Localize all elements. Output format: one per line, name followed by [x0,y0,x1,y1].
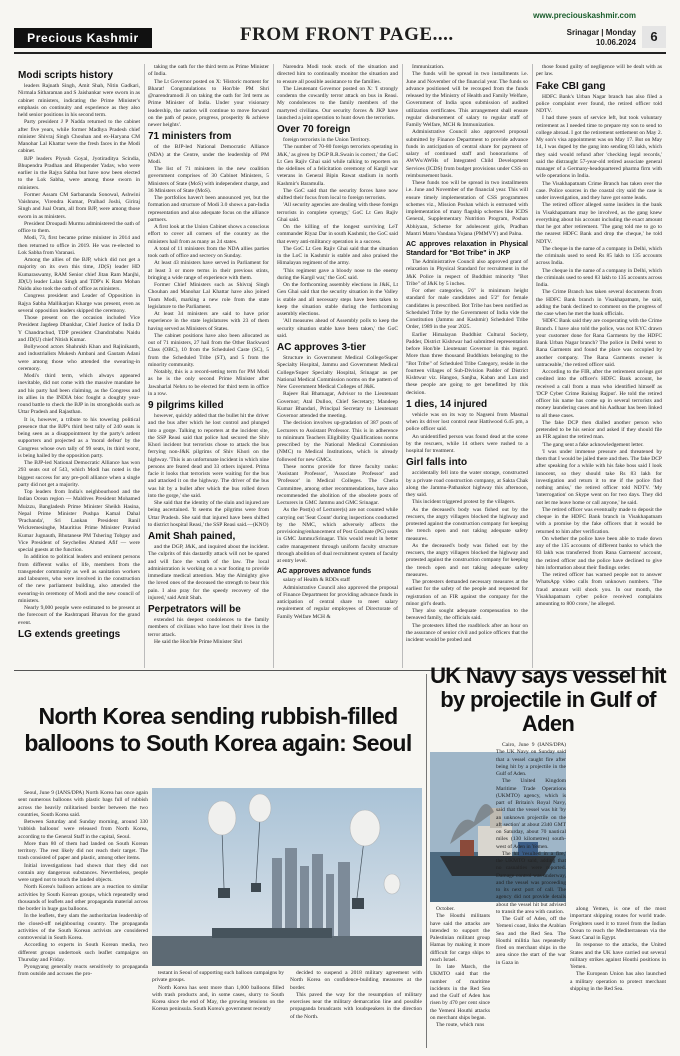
article-body-para: Between Saturday and Sunday morning, around 330 'rubbish balloons' were released from North Korea, according to the General Staff in the capital, Seoul. [18,819,148,840]
article-body-para: The retired officer has warned people not to answer WhatsApp video calls from unknown numbers. 'The fraud amount will shock you. In our month, the Visakhapatnam cyber police received complaints amounting to 800 crore,' he alleged. [536,572,662,607]
article-body-para: The cabinet positions have also been allocated as out of 71 ministers, 27 hail from the Other Backward Class (OBC), 10 from the Scheduled Caste (SC), 5 from the Scheduled Tribe (ST), and 5 from the minority community. [148,332,269,368]
article-body-para: It is, however, a tribute to his towering political presence that the BJP's third best tally of 240 seats is being seen as a disappointment by the party's ardent supporters and projected as a 'moral defeat' by the Congress whose own tally of 99 seats, its third worst, is being hailed by the opposition party. [18,416,140,459]
uk-body-col-3 [570,906,666,1048]
section-title: FROM FRONT PAGE.... [240,24,454,45]
article-body [430,906,490,1029]
article-body-para: foreign terrorists in the Union Territory. [283,137,371,143]
article-body-para: HDFC Bank's Urban Nagar branch has also filed a police complaint ever found, the retired officer told NDTV. [536,93,662,114]
article-body-para: The Lieutenant Governor posted on X: 'I strongly condemn the cowardly terror attack on bus in Reasi. My condolences to the family members of the martyred civilians. Our security forces & JKP have launched a joint operation to hunt down the terrorists. [277,85,398,121]
article-heading: 71 ministers from [148,131,232,143]
article-body-para: Former Chief Ministers such as Shivraj Singh Chouhan and Manohar Lal Khattar have also joined Team Modi, marking a new role from the state legislature to the Parliament. [148,282,269,310]
article-body-para: At least 34 ministers are said to have prior experience in the state legislatures with 23 of them having served as Ministers of States. [148,311,269,332]
article-body-para: Former Assam CM Sarbananda Sonowal, Ashwini Vaishnaw, Virendra Kumar, Pralhad Joshi, Giriraj Singh and Jual Oram, all from BJP, were among those sworn in as ministers. [18,191,140,220]
article-body-para: BJP leaders Piyush Goyal, Jyotiraditya Scindia, Bhupendra Pradhan and Bhupender Yadav, who were earlier in the Rajya Sabha but have now been elected to the Lok Sabha, were among those sworn in ministers. [18,155,140,191]
masthead-logo: Precious Kashmir [14,28,152,48]
article-body-para: 'The number of 70-80 foreign terrorists operating in J&K,' as given by DGP R.R.Swain is correct,' the GoC Lt Gen Rajiv Ghai said while talking to reporters on the sidelines of a felicitation ceremony of Kargil war veterans in General Bipin Rawat stadium in north Kashmir's Baramulla. [277,144,398,187]
article-body [570,906,666,993]
article-column-3 [277,64,398,668]
article-body [536,64,662,79]
article-body [148,544,269,602]
article-body-para: The European Union has also launched a military operation to protect merchant shipping in the Red Sea. [570,971,666,992]
website-link[interactable]: www.preciouskashmir.com [533,11,636,20]
article-body-para: The hit 'resulted in a fire,' the UKMTO said, adding that no casualties were reported. Damage control was underway, and the vessel was proceeding to its next port of call. The agency did not provide details about the vessel hit but advised to transit the area with caution. [496,850,566,915]
uk-body-col-1 [496,742,566,1046]
article-heading: 1 dies, 14 injured [406,398,488,410]
article-heading: AC approves 3-tier [277,342,366,353]
article-body-para: Structure in Government Medical College/Super Specialty Hospital, Jammu and Government Medical College/Super Specialty Hospital, Srinagar as per National Medical Commission norms on the pattern of New Government Medical Colleges of J&K. [277,355,398,390]
article-body-para: The Crime Branch has taken several documents from the HDFC Bank branch in Visakhapatnam, he said, adding the bank declined to comment on the progress of the case when he met the bank officials. [536,289,662,317]
article-body-para: North Korea's balloon actions are a reaction to similar activities by South Korean groups, which repeatedly send thousands of leaflets and other propaganda material across the border in huge gas balloons. [18,884,148,912]
article-body-para: She said that the identity of the slain and injured are being ascertained. 'It seems the pilgrims were from Uttar Pradesh. She said that injured have been shifted to district hospital Reasi,' the SSP Reasi said.—(KNO) [148,500,269,528]
article-body-para: A total of 11 ministers from the NDA allies parties took oath of office and secrecy on Sunday. [148,245,269,259]
article-heading: Fake CBI gang [536,80,606,92]
article-body-para: Immunization. [412,64,445,70]
article-body-para: I had three years of service left, but took voluntary retirement as I needed time to prepare my son to send to college abroad. I got the retirement settlement on May 2. My son's visa appointment was on May 17. But on May 14, I was duped by the gang into sending 83 lakh, which they said would refund after 'checking legal records,' said the distraught 57-year-old retired associate general manager of a Germany-headquartered pharma firm with wife operations in India. [536,115,662,180]
article-body-para: extended his deepest condolences to the family members of civilians who have lost their lives in the terror attack. [148,617,269,638]
column-divider [532,64,533,668]
article-body-para: 'I was under immense pressure and threatened by them that I would be jailed there and then. The fake DCP after speaking for a while with his fake boss said I look innocent, so they should take Rs 83 lakh for investigation and return it to me if the police find nothing amiss,' the retired officer told NDTV. 'My 'interrogation' on Skype went on for two days. They did not let me leave home or call anyone,' he said. [536,448,662,506]
article-body-para: and the DGP, J&K, and inquired about the incident. The culprits of this dastardly attack will not be spared and will face the wrath of the law. The local administration is working on a war footing to provide immediate medical attention. May the Almighty give the loved ones of the deceased the strength to bear this pain. I also pray for the speedy recovery of the injured,' said Amit Shah. [148,544,269,601]
article-body-para: testant in Seoul of supporting such balloon campaigns by private groups. [152,970,284,984]
column-divider [402,64,403,668]
article-body-para: The decision involves up-gradation of 387 posts of Lecturers to Assistant Professor. This is in adherence to minimum Teachers Eligibility Qualifications norms prescribed by the National Medical Commission (NMC) to Medical Institutions, which is already followed for new GMCs. [277,420,398,463]
article-body-para: Rajeev Rai Bhatnagar, Advisor to the Lieutenant Governor; Atal Dulloo, Chief Secretary; Mandeep Kumar Bhandari, Principal Secretary to Lieutenant Governor attended the meeting. [277,391,398,419]
article-body-para: The Administrative Council also approved grant of relaxation in Physical Standard for recruitment in the J&K Police in respect of Buddhist minority "Bot Tribe" of J&K by 5 inches. [406,259,528,287]
uk-headline: UK Navy says vessel hit by projectile in Gulf of Aden [430,663,666,736]
article-heading: 9 pilgrims killed [148,400,224,411]
article-body-para: 'HDFC Bank said they are cooperating with the Crime Branch. I have also told the police, was not KYC drawn your customer done for Rana Garments by the HDFC Bank Urban Nagar branch? The police in Delhi went to Rana Garments and found the place was occupied by another company. The Rana Garments owner is untraceable,' the retired officer said. [536,318,662,368]
article-body [277,64,398,122]
article-body-para: along Yemen, is one of the most important shipping routes for world trade. Freighters used it to travel from the Indian Ocean to reach the Mediterranean via the Suez Canal in Egypt. [570,906,666,941]
article-body-para: The protesters demanded necessary measures at the earliest for the safety of the people and requested for registration of an FIR against the company for the minor girl's death. [406,579,528,607]
article-body-para: A first look at the Union Cabinet shows a conscious effort to cover all corners of the country as the ministers hail from as many as 24 states. [148,224,269,245]
article-body-para: Notably, this is a record-setting term for PM Modi as he is the only second Prime Minister after Jawaharlal Nehru to be elected for third term in office in a row. [148,369,269,397]
article-body-para: Narendra Modi took stock of the situation and directed him to continually monitor the situation and to ensure all possible assistance to the families. [277,64,398,85]
article-body [277,355,398,565]
article-body-para: He said the Hon'ble Prime Minister Shri [154,638,243,645]
article-heading: Girl falls into [406,457,468,469]
article-body-para: In the leaflets, they slam the authoritarian leadership of the closed-off neighbouring country. The propaganda activities of the South Korean activists are considered controversial in South Korea. [18,913,148,941]
article-heading: AC approves advance funds [277,568,372,576]
article-body [406,470,528,644]
article-body-para: The fake DCP then dialled another person who pretended to be his senior and asked if they should file an FIR against the retired man. [536,419,662,441]
article-body [406,64,528,238]
article-body-para: The route, which runs [436,1022,485,1028]
article-body-para: An unidentified person was found dead at the scene by the rescuers, while 14 others were rushed to a hospital for treatment. [406,433,528,454]
article-body [148,413,269,529]
nk-body-col-3 [290,970,422,1048]
city-day: Srinagar | Monday [566,28,636,37]
article-body [406,412,528,456]
article-body-para: According to the FIR, after the retirement savings got credited into the officer's HDFC Bank account, he received a call from a man who identified himself as 'DCP Cyber Crime Raising Rajput'. He told the retired officer his name has come up in several terrorists and money laundering cases and his Aadhaar has been linked to all these cases. [536,369,662,419]
article-body-para: The GoC said that the security forces have now shifted their focus from local to foreign terrorists. [277,187,398,201]
article-body-para: The cheque in the name of a company in Delhi, which the criminals used to send Rs 85 lakh to 135 accounts across India. [536,245,662,267]
article-body-para: The Houthi militants have said the attacks are intended to support the Palestinian militant group Hamas by making it more difficult for cargo ships to reach Israel. [430,913,490,963]
article-body-para: As the deceased's body was fished out by the rescuers, the angry villagers blocked the highway and protested against the construction company for keeping the trench open and not taking adequate safety measures. [406,506,528,542]
article-body-para: Nearly 9,000 people were estimated to be present at the forecourt of the Rashtrapati Bhavan for the grand event. [18,605,140,626]
nk-headline: North Korea sending rubbish-filled balloons to South Korea again: Seoul [24,703,412,756]
article-body-para: Modi's third term, which always appeared inevitable, did not come with the massive mandate he and his party had been claiming, as the Congress and its allies in the INDIA bloc fought a doughty year-round battle to check the BJP in its strongholds such as Uttar Pradesh and Rajasthan. [18,373,140,416]
article-body [152,970,284,1014]
article-body-para: This paved the way for the resumption of military exercises near the military demarcation line and possible propaganda broadcasts with loudspeakers in the direction of the North. [290,991,422,1020]
article-column-2 [148,64,269,668]
article-body-para: According to experts in South Korean media, two different groups undertook such leaflet campaigns on Thursday and Friday. [18,942,148,963]
article-body-para: The GoC Lt Gen Rajiv Ghai said that the situation in the LoC in Kashmir is stable and also praised the Himalayan regiment of the army. [277,245,398,267]
article-heading: Over 70 foreign [277,124,351,135]
article-heading: Modi scripts history [18,70,114,81]
article-body-para: of the BJP-led National Democratic Alliance (NDA) at the Centre, under the leadership of PM Modi. [148,144,269,165]
article-body-para: 'The gang sent a fake acknowledgement letter. [542,441,644,448]
article-body-para: In response to the attacks, the United States and the UK have carried out several military strikes against Houthi positions in Yemen. [570,942,666,970]
article-body-para: Administrative Council also approved proposal submitted by Finance Department to provide advance funds in anticipation of central share for payment of salary of continued staff and honorariums of AWWs/AWHs of Integrated Child Development Services (ICDS) from budget provisions under CSS on reimbursement basis. [406,129,528,179]
article-body-para: The United Kingdom Maritime Trade Operations (UKMTO) agency, which is part of Britain's Royal Navy, said that the vessel was hit 'by an unknown projectile on the aft section' at about 2340 GMT on Saturday, about 70 nautical miles (130 kilometres) south-west of Aden in Yemen. [496,778,566,850]
article-body-para: For other categories, 5'6" is minimum height standard for male candidates and 5'2" for female candidates is prescribed. Bot Tribe has been notified as Scheduled Tribe by the Government of India vide the Constitution (Jammu and Kashmir) Scheduled Tribe Order, 1989 in the year 2025. [406,288,528,331]
article-body-para: Cairo, June 9 (IANS/DPA) The UK Navy on Sunday said that a vessel caught fire after being hit by a projectile in the Gulf of Aden. [496,742,566,777]
article-body-para: those found guilty of negligence will be dealt with as per law. [536,64,662,78]
article-body [406,259,528,397]
article-body-para: leaders Rajnath Singh, Amit Shah, Nitin Gadkari, Nirmala Sitharaman and S Jaishankar were sworn in as cabinet ministers, indicating the Prime Minister's emphasis on continuity and experience as they also held senior positions in his second term. [18,83,140,118]
article-body-para: Modi, 73, first became prime minister in 2014 and then returned to office in 2019. He was re-elected to Lok Sabha from Varanasi. [18,235,140,256]
article-body-para: Earlier Himalayan Buddhist Cultural Society, Padder, District Kishtwar had submitted representation before Hon'ble Lieutenant Governor in this regard. More than three thousand Buddhists belonging to the "Bot Tribe" of Scheduled Tribe Category, reside in the fourteen villages of Sub-Division Padder of District Kishtwar viz. Hangoo, Sanjha, Kaban and Lun and these people are going to get benefitted by this decision. [406,331,528,396]
article-body-para: taking the oath for the third term as Prime Minister of India. [148,64,269,78]
article-body [18,790,148,979]
article-body [18,83,140,627]
article-body-para: In late March, the UKMTO said that the number of maritime incidents in the Red Sea and the Gulf of Aden has risen by 470 per cent since the Yemeni Houthi attacks on merchant ships began. [430,964,490,1021]
article-body-para: In addition to political leaders and eminent persons from different walks of life, members from the transgender community as well as sanitation workers and labourers, who were involved in the construction of the new parliament building, also attended the swearing-in ceremony of Modi and the new council of ministers. [18,554,140,604]
article-column-4 [406,64,528,668]
article-body-para: 'All security agencies are dealing with these foreign terrorists in complete synergy,' GoC Lt Gen Rajiv Ghai said. [277,202,398,223]
article-body-para: Party president J P Nadda returned to the cabinet after five years, while former Madhya Pradesh chief minister Shivraj Singh Chouhan and ex-Haryana CM Manohar Lal Khattar were the fresh faces in the Modi cabinet. [18,119,140,155]
article-body-para: vehicle was on its way to Nagseni from Masmal when its driver lost control near Hattiwood 6.45 pm, a police officer said. [406,411,528,433]
dateline [567,28,636,48]
article-body-para: Congress president and Leader of Opposition in Rajya Sabha Mallikarjun Kharge was present, even as several opposition leaders skipped the ceremony. [18,293,140,314]
article-body-para: The Visakhapatnam Crime Branch has taken over the case. Police sources in the coastal city said the case is under investigation, and they have got some leads. [536,180,662,201]
article-heading: Perpetrators will be [148,604,241,615]
article-body-para: The cheque in the name of a company in Delhi, which the criminals used to send 83 lakh to 135 accounts across India. [536,267,662,288]
article-column-1 [18,68,140,666]
article-body-para: More than 80 of them had landed on South Korean territory. The rest likely did not reach their target. The trash consisted of paper and plastic, among other items. [18,840,148,862]
nk-body-col-1 [18,790,148,1048]
article-heading: AC approves relaxation in Physical Standard for "Bot Tribe" in JKP [406,241,528,257]
article-body-para: Among the allies of the BJP, which did not get a majority on its own this time, JD(S) leader HD Kumaraswamy, RAM Senior chief Jitan Ram Manjhi, JD(U) leader Lalan Singh and TDP's K Ram Mohan Naidu also took the oath of office as ministers. [18,257,140,292]
article-body-para: They also sought adequate compensation to the bereaved family, the officials said. [406,608,528,622]
article-body [148,64,269,129]
article-body-para: The retired officer was eventually made to deposit the cheque in the HDFC Bank branch in Visakhapatnam with a promise by the fake officers that it would be returned to him after verification. [536,506,662,535]
balloon-photo-illustration [152,788,422,966]
article-body-para: This incident triggered protest by the villagers. [412,499,516,506]
article-body-para: The list of 71 ministers in the new coalition government comprises of 30 Cabinet Ministers, 5 Ministers of State (MoS) with independent charge, and 36 Ministers of State (MoS). [148,166,269,194]
article-body-para: The Gulf of Aden, off the Yemeni coast, links the Arabian Sea and the Red Sea. The Houthi militia has repeatedly fired on merchant ships in the area since the start of the war in Gaza in [496,916,566,966]
article-body-para: decided to suspend a 2018 military agreement with North Korea on confidence-building measures at the border. [290,970,422,991]
issue-date: 10.06.2024 [595,38,636,47]
article-body-para: These funds too will be spread in two installments i.e. June and November of the financial year. This will ensure timely implementation of CSS programmes schemes viz., Mission Poshan which is entrusted with implementation of many flagship schemes like ICDS General, Supplementary Nutrition Program, Poshan Abhiyaan, Scheme for adolescent girls, Pradhan Mantri Matru Vandana Yojana (PMMVY) and Palna. [406,180,528,237]
uk-body-col-2 [430,906,490,1048]
article-body [148,144,269,398]
article-body-para: Top leaders from India's neighbourhood and the Indian Ocean region — Maldives President Mohamed Muizzu, Bangladesh Prime Minister Sheikh Hasina, Nepal Prime Minister Pushpa Kamal Dahal 'Prachanda', Sri Lankan President Ranil Wickremesinghe, Mauritius Prime Minister Pravind Kumar Jugnauth, Bhutanese PM Tshering Tobgay and Vice President of Seychelles Ahmed Afif — were special guests at the function. [18,489,140,553]
page-number: 6 [642,26,666,48]
article-body-para: Pyongyang generally reacts sensitively to propaganda from outside and accuses the pro- [18,964,148,978]
article-body-para: On the forthcoming assembly elections in J&K, Lt Gen Ghai said that the security situation in the Valley is stable and all necessary steps have been taken to keep the situation stable during the forthcoming assembly elections. [277,282,398,317]
article-body-para: The retired officer alleged some insiders in the bank in Visakhapatnam may be involved, as the gang knew everything about his account including the exact amount that he got after retirement. 'The gang told me to go to the nearest HDFC Bank and drop the cheque,' he told NDTV. [536,202,662,245]
story-divider [426,674,427,1048]
article-body-para: Administrative Council also approved the proposal of Finance Department for providing advance funds in anticipation of central share to meet salary requirement of regular employees of Directorate of Family Welfare MCH & [277,584,398,620]
article-body-para: salary of Health & RDDs staff [283,577,350,584]
article-body-para: however, quickly added that the bullet hit the driver and the bus after which he lost control and plunged into a gorge. Talking to reporters at the incident site, the SSP Reasi said that police had secured the Shiv Khori incident but terrorists chose to attack the bus ferrying non-J&K pilgrims of Shiv Khori on the highway. 'This is an unfortunate incident in which nine persons are feared dead and 33 others injured. Prima facie it looks that terrorists were waiting for the bus and attacked it on the highway. The driver of the bus was hit by a bullet after which the bus rolled down into the gorge,' she said. [148,413,269,499]
article-body [277,577,398,621]
nk-balloon-photo [152,788,422,966]
article-heading: Amit Shah pained, [148,531,236,542]
article-body-para: 'This regiment gave a bloody nose to the enemy during the Kargil war,' the GoC said. [277,267,398,281]
article-body-para: The funds will be spread in two installments i.e. June and November of the financial year. The funds so advance positioned will be recouped from the funds released by the Ministry of Health and Family Welfare, Government of India upon submission of audited utilization certificates. This arrangement shall ensure regular disbursement of salary to regular staff of Family Welfare, MCH & Immunization. [406,71,528,128]
nk-body-col-2 [152,970,284,1048]
article-body-para: Bollywood actors Shahrukh Khan and Rajinikanth, and industrialists Mukesh Ambani and Gautam Adani were among those who attended the swearing-in ceremony. [18,344,140,372]
article-body-para: Initial investigations had shown that they did not contain any dangerous substances. Nevertheless, people were urged not to touch the landed objects. [18,862,148,883]
uk-spacer [466,678,566,694]
article-body-para: October. [436,906,455,912]
article-body-para: On whether the police have been able to trade down any of the 135 accounts of different banks to which the 83 lakh was transferred from Rana Garments' account, the retired officer and the police have declined to give him information about their findings order. [536,535,662,571]
article-body-para: Those present on the occasion included Vice President Jagdeep Dhankhar, Chief Justice of India D Y Chandrachud, TDP president Chandrababu Naidu and JD(U) chief Nitish Kumar. [18,315,140,343]
column-divider [144,64,145,668]
article-body-para: The Lt Governor posted on X: 'Historic moment for Bharat! Congratulations to Hon'ble PM Shri @narendramodi Ji on taking the oath for 3rd term as Prime Minister of India. Under your visionary leadership, the nation will continue to move forward on the path of peace, progress, prosperity & achieve newer heights'. [148,78,269,128]
article-body [496,742,566,967]
article-body-para: The BJP-led National Democratic Alliance has won 293 seats out of 543, which Modi has noted is the biggest success for any pre-poll alliance when a single party did not get a majority. [18,460,140,488]
article-body-para: At least 43 ministers have served in Parliament for at least 3 or more terms in their previous stints, bringing a wide range of experience with them. [148,260,269,281]
article-body [148,617,269,646]
article-body-para: President Droupadi Murmu administered the oath of office to them. [18,220,140,234]
article-body-para: The portfolios haven't been announced yet, but the formation and structure of Modi 3.0 shows a pan-India representation and also adequate focus on the alliance partners. [148,195,269,223]
article-body-para: 'All measures ahead of Assembly polls to keep the security situation stable have been taken,' the GoC said. [277,318,398,339]
article-column-5 [536,64,662,668]
page-header [14,10,666,54]
article-heading: LG extends greetings [18,628,121,640]
article-body-para: As the deceased's body was fished out by the rescuers, the angry villagers blocked the highway and protested against the construction company for keeping the trench open and not taking adequate safety measures. [406,542,528,578]
article-body [277,137,398,340]
article-body-para: North Korea has sent more than 1,000 balloons filled with trash products and, in some cases, slurry to South Korea since the end of May, the growing tensions on the Korean peninsula. South Korea's government recently [152,984,284,1013]
article-body-para: Seoul, June 9 (IANS/DPA) North Korea has once again sent numerous balloons with plastic bags full of rubbish across the heavily militarised border between the two countries, South Korea said. [18,790,148,818]
article-body [536,94,662,609]
article-body-para: The protesters lifted the roadblock after an hour on the assurance of senior civil and police officers that the incident would be probed and [406,622,528,643]
article-body-para: accidentally fell into the water storage, constructed by a private road construction company, at Sakta Chak along the Jammu-Pathankot highway this afternoon, they said. [406,470,528,498]
column-divider [273,64,274,668]
article-body-para: On the killing of the longest surviving LeT commander Riyaz Dar in south Kashmir, the GoC said that every anti-militancy operation is a success. [277,224,398,245]
article-body-para: These norms provide for three faculty ranks: 'Assistant Professor', 'Associate Professor' and 'Professor' in Medical Colleges. The Cheria Committee, among other recommendations, have also recommended the abolition of the obsolete posts of Lecturers in GMC Jammu and GMC Srinagar. [277,463,398,506]
article-body-para: As the Post(s) of Lecturer(s) are not counted while carrying out 'Seat Count' during inspections conducted by the NMC, which adversely affects the provisioning/enhancement of Post Graduate (PG) seats in GMC Jammu/Srinagar. This would result in better cadre management through uniform faculty structure through abolition of dual recruitment system of faculty at entry level. [277,507,398,564]
